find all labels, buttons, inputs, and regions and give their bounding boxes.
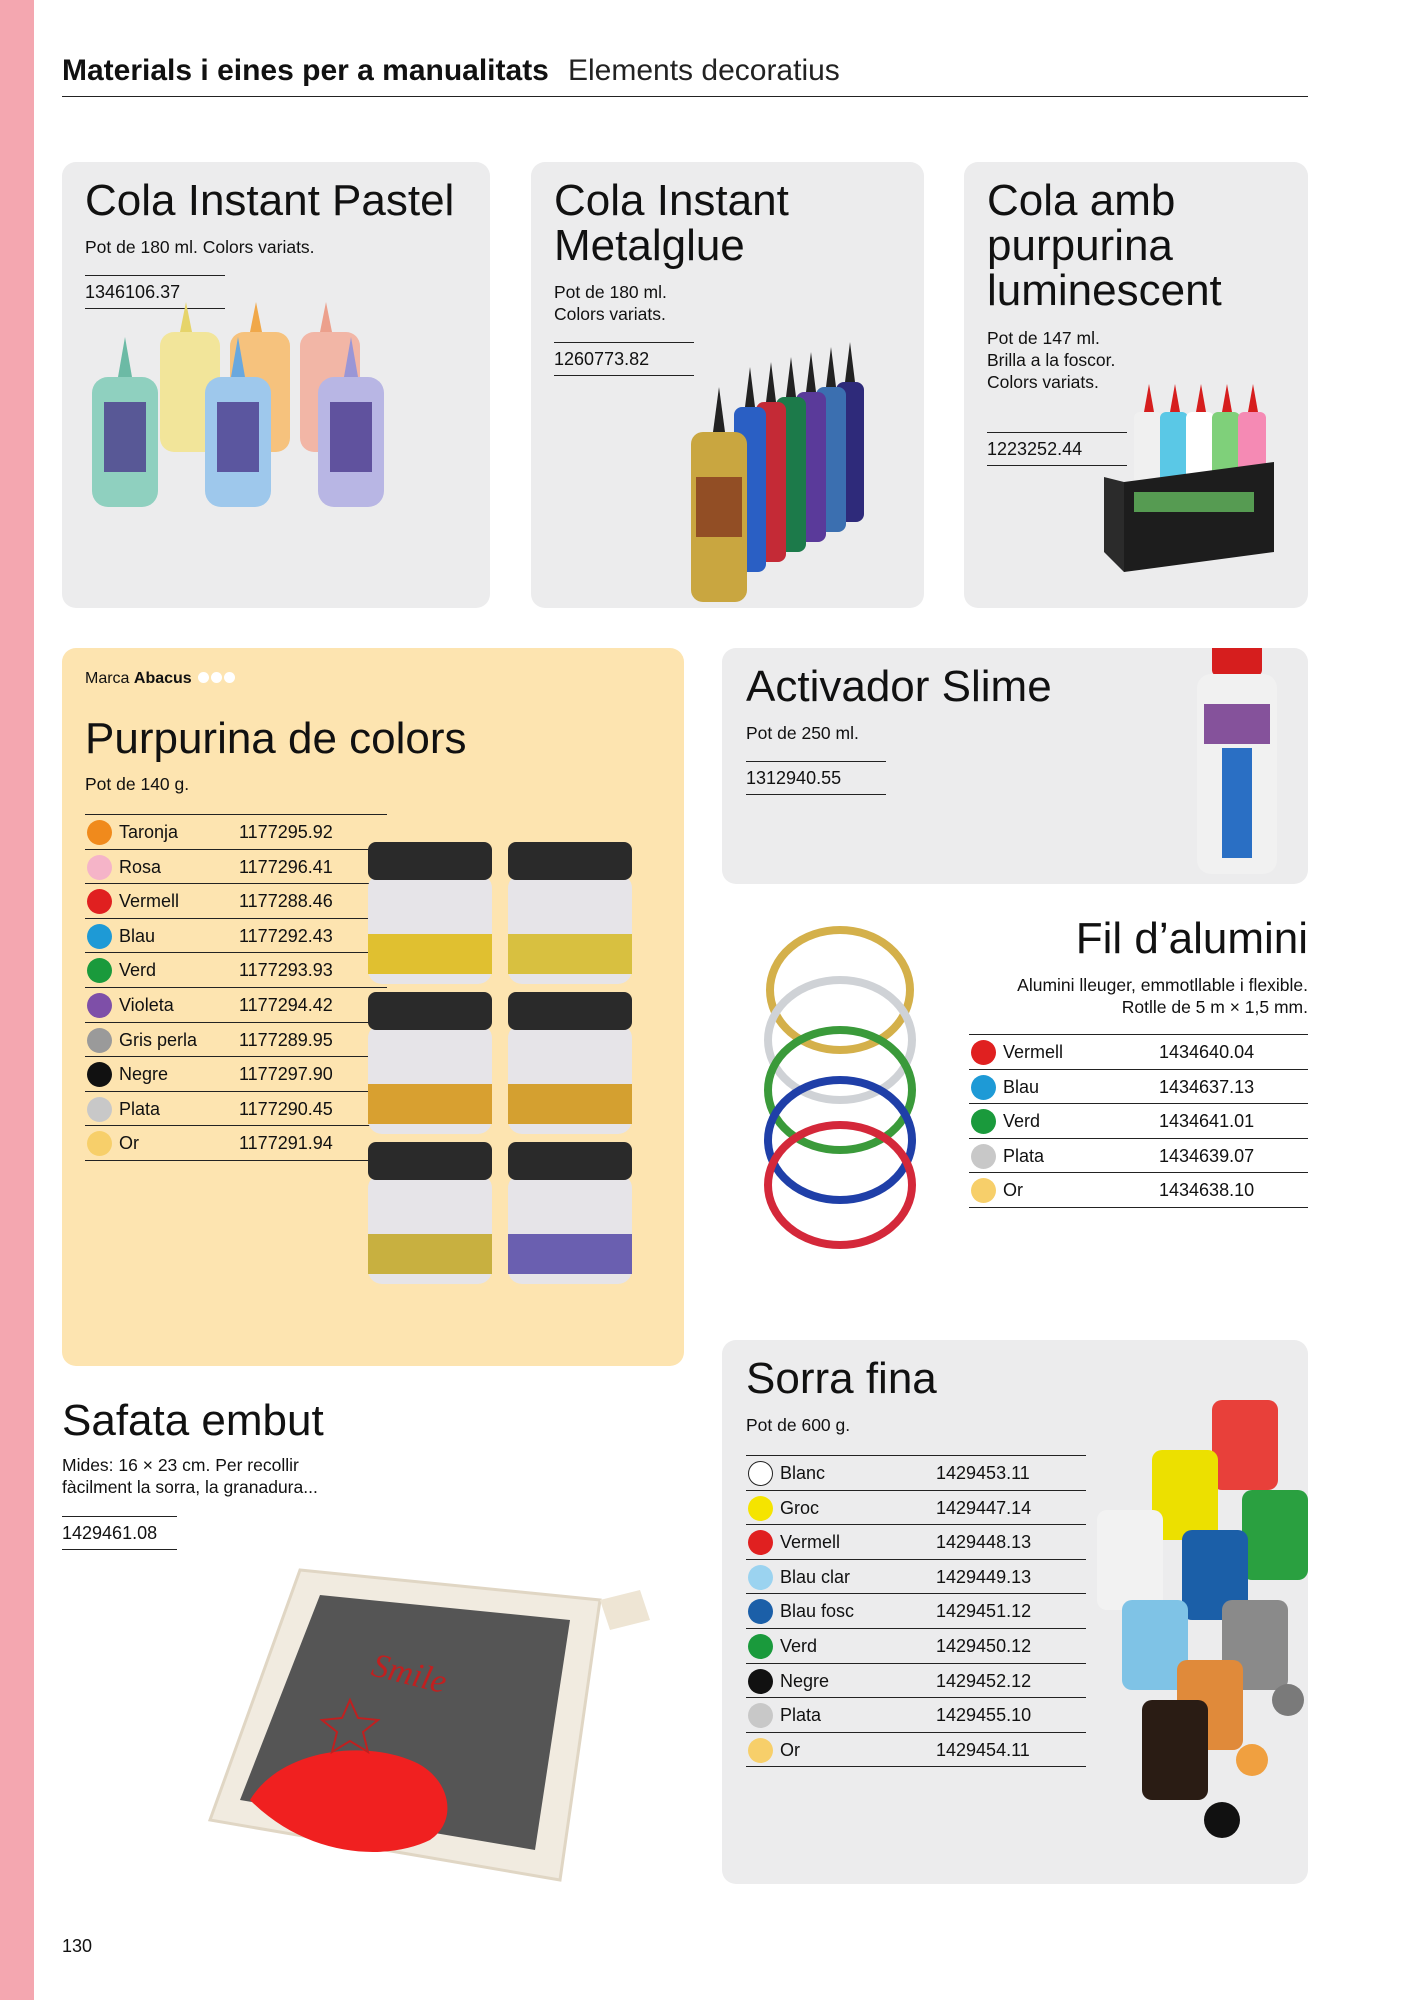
product-description-line2: fàcilment la sorra, la granadura... [62,1477,318,1497]
page-number: 130 [62,1936,93,1956]
product-code: 1177294.42 [239,994,333,1015]
product-description: Pot de 600 g. [746,1415,851,1435]
color-row [969,1104,1308,1139]
color-name: Gris perla [119,1029,198,1050]
product-title: Sorra fina [746,1354,937,1403]
brand-prefix: Marca [85,670,130,687]
color-name: Vermell [780,1532,841,1553]
product-code: 1177297.90 [239,1064,333,1085]
color-name: Verd [119,960,157,981]
color-row [969,1139,1308,1174]
product-title: Safata embut [62,1396,324,1445]
product-card-pastel [62,162,490,608]
color-name: Plata [119,1098,161,1119]
color-name: Vermell [119,891,180,912]
product-card-metalglue [531,162,924,608]
color-name: Violeta [119,994,174,1015]
product-description-line1: Pot de 180 ml. [554,282,667,302]
color-name: Verd [1003,1111,1041,1132]
color-row [969,1035,1308,1070]
color-name: Plata [1003,1145,1045,1166]
color-row [969,1070,1308,1105]
product-title-line2: Metalglue [554,221,745,270]
product-code: 1429455.10 [936,1705,1032,1726]
product-code: 1434639.07 [1159,1145,1255,1166]
product-code: 1312940.55 [746,761,886,795]
product-code: 1434638.10 [1159,1180,1255,1201]
product-code: 1429453.11 [936,1463,1030,1483]
aluminium-wire-coils-image [740,920,940,1260]
product-description-line1: Pot de 147 ml. [987,328,1100,348]
color-swatch-icon [971,1109,996,1134]
sand-jars-image [722,1340,1308,1884]
color-row [969,1173,1308,1208]
color-name: Blau [1003,1076,1040,1097]
color-swatch-icon [971,1075,996,1100]
product-title: Purpurina de colors [85,714,467,763]
color-code-table [969,1034,1308,1208]
product-code: 1177292.43 [239,925,333,946]
product-description: Pot de 140 g. [85,774,190,794]
product-title-line3: luminescent [987,266,1222,315]
product-code: 1429449.13 [936,1566,1032,1587]
color-name: Negre [119,1064,169,1085]
product-code: 1177293.93 [239,960,333,981]
color-name: Blau fosc [780,1601,855,1622]
product-code: 1177289.95 [239,1029,333,1050]
color-name: Rosa [119,856,162,877]
color-name: Verd [780,1635,818,1656]
product-title: Activador Slime [746,662,1052,711]
funnel-tray-image [190,1560,660,1890]
glow-glue-display-image [964,162,1308,608]
product-description-line3: Colors variats. [987,372,1099,392]
product-title-line1: Cola amb [987,176,1176,225]
color-name: Or [119,1133,139,1154]
product-title-line1: Cola Instant [554,176,789,225]
product-code: 1429448.13 [936,1532,1032,1553]
tray-smile-text: Smile [368,1646,451,1702]
product-description-line1: Mides: 16 × 23 cm. Per recollir [62,1455,299,1475]
product-card-glow-glue [964,162,1308,608]
product-code: 1177290.45 [239,1098,333,1119]
product-description: Pot de 180 ml. Colors variats. [85,237,315,257]
product-code: 1429451.12 [936,1601,1032,1622]
product-code: 1223252.44 [987,432,1127,466]
color-name: Groc [780,1497,820,1518]
product-code: 1177291.94 [239,1133,333,1154]
product-code: 1177295.92 [239,822,333,842]
product-code: 1434641.01 [1159,1111,1255,1132]
color-name: Taronja [119,822,179,842]
product-code: 1429450.12 [936,1635,1032,1656]
side-color-strip [0,0,34,2000]
slime-activator-bottle-image [722,648,1308,884]
product-code: 1177288.46 [239,891,333,912]
product-card-purpurina-colors [62,648,684,1366]
brand-name: Abacus [133,670,192,687]
glitter-jars-image [62,648,684,1366]
color-name: Blanc [780,1463,826,1483]
product-code: 1177296.41 [239,856,333,877]
subsection-title: Elements decoratius [568,54,840,87]
color-swatch-icon [971,1144,996,1169]
color-name: Blau [119,925,156,946]
product-title: Cola Instant Pastel [85,176,455,225]
product-card-slime [722,648,1308,884]
product-code: 1260773.82 [554,342,694,376]
color-name: Negre [780,1670,830,1691]
product-code: 1429452.12 [936,1670,1032,1691]
color-name: Vermell [1003,1042,1064,1062]
product-description-line2: Brilla a la foscor. [987,350,1116,370]
product-description-line2: Rotlle de 5 m × 1,5 mm. [1121,997,1308,1017]
product-code: 1434640.04 [1159,1042,1255,1062]
product-code: 1429447.14 [936,1497,1032,1518]
product-code: 1429454.11 [936,1739,1030,1760]
pastel-glue-bottles-image [62,162,490,608]
color-name: Or [780,1739,800,1760]
color-name: Or [1003,1180,1023,1201]
product-card-sorra-fina [722,1340,1308,1884]
product-code: 1429461.08 [62,1516,177,1550]
section-title: Materials i eines per a manualitats [62,54,549,87]
product-code: 1346106.37 [85,275,225,309]
metal-glue-bottles-image [531,162,924,608]
product-description-line1: Alumini lleuger, emmotllable i flexible. [1017,975,1308,995]
color-swatch-icon [971,1178,996,1203]
product-title-line2: purpurina [987,221,1173,270]
page-header [62,50,1308,97]
color-name: Plata [780,1705,822,1726]
product-code: 1434637.13 [1159,1076,1255,1097]
color-swatch-icon [971,1040,996,1065]
color-name: Blau clar [780,1566,851,1587]
product-description: Pot de 250 ml. [746,723,859,743]
product-title: Fil d’alumini [1075,914,1308,963]
product-description-line2: Colors variats. [554,304,666,324]
